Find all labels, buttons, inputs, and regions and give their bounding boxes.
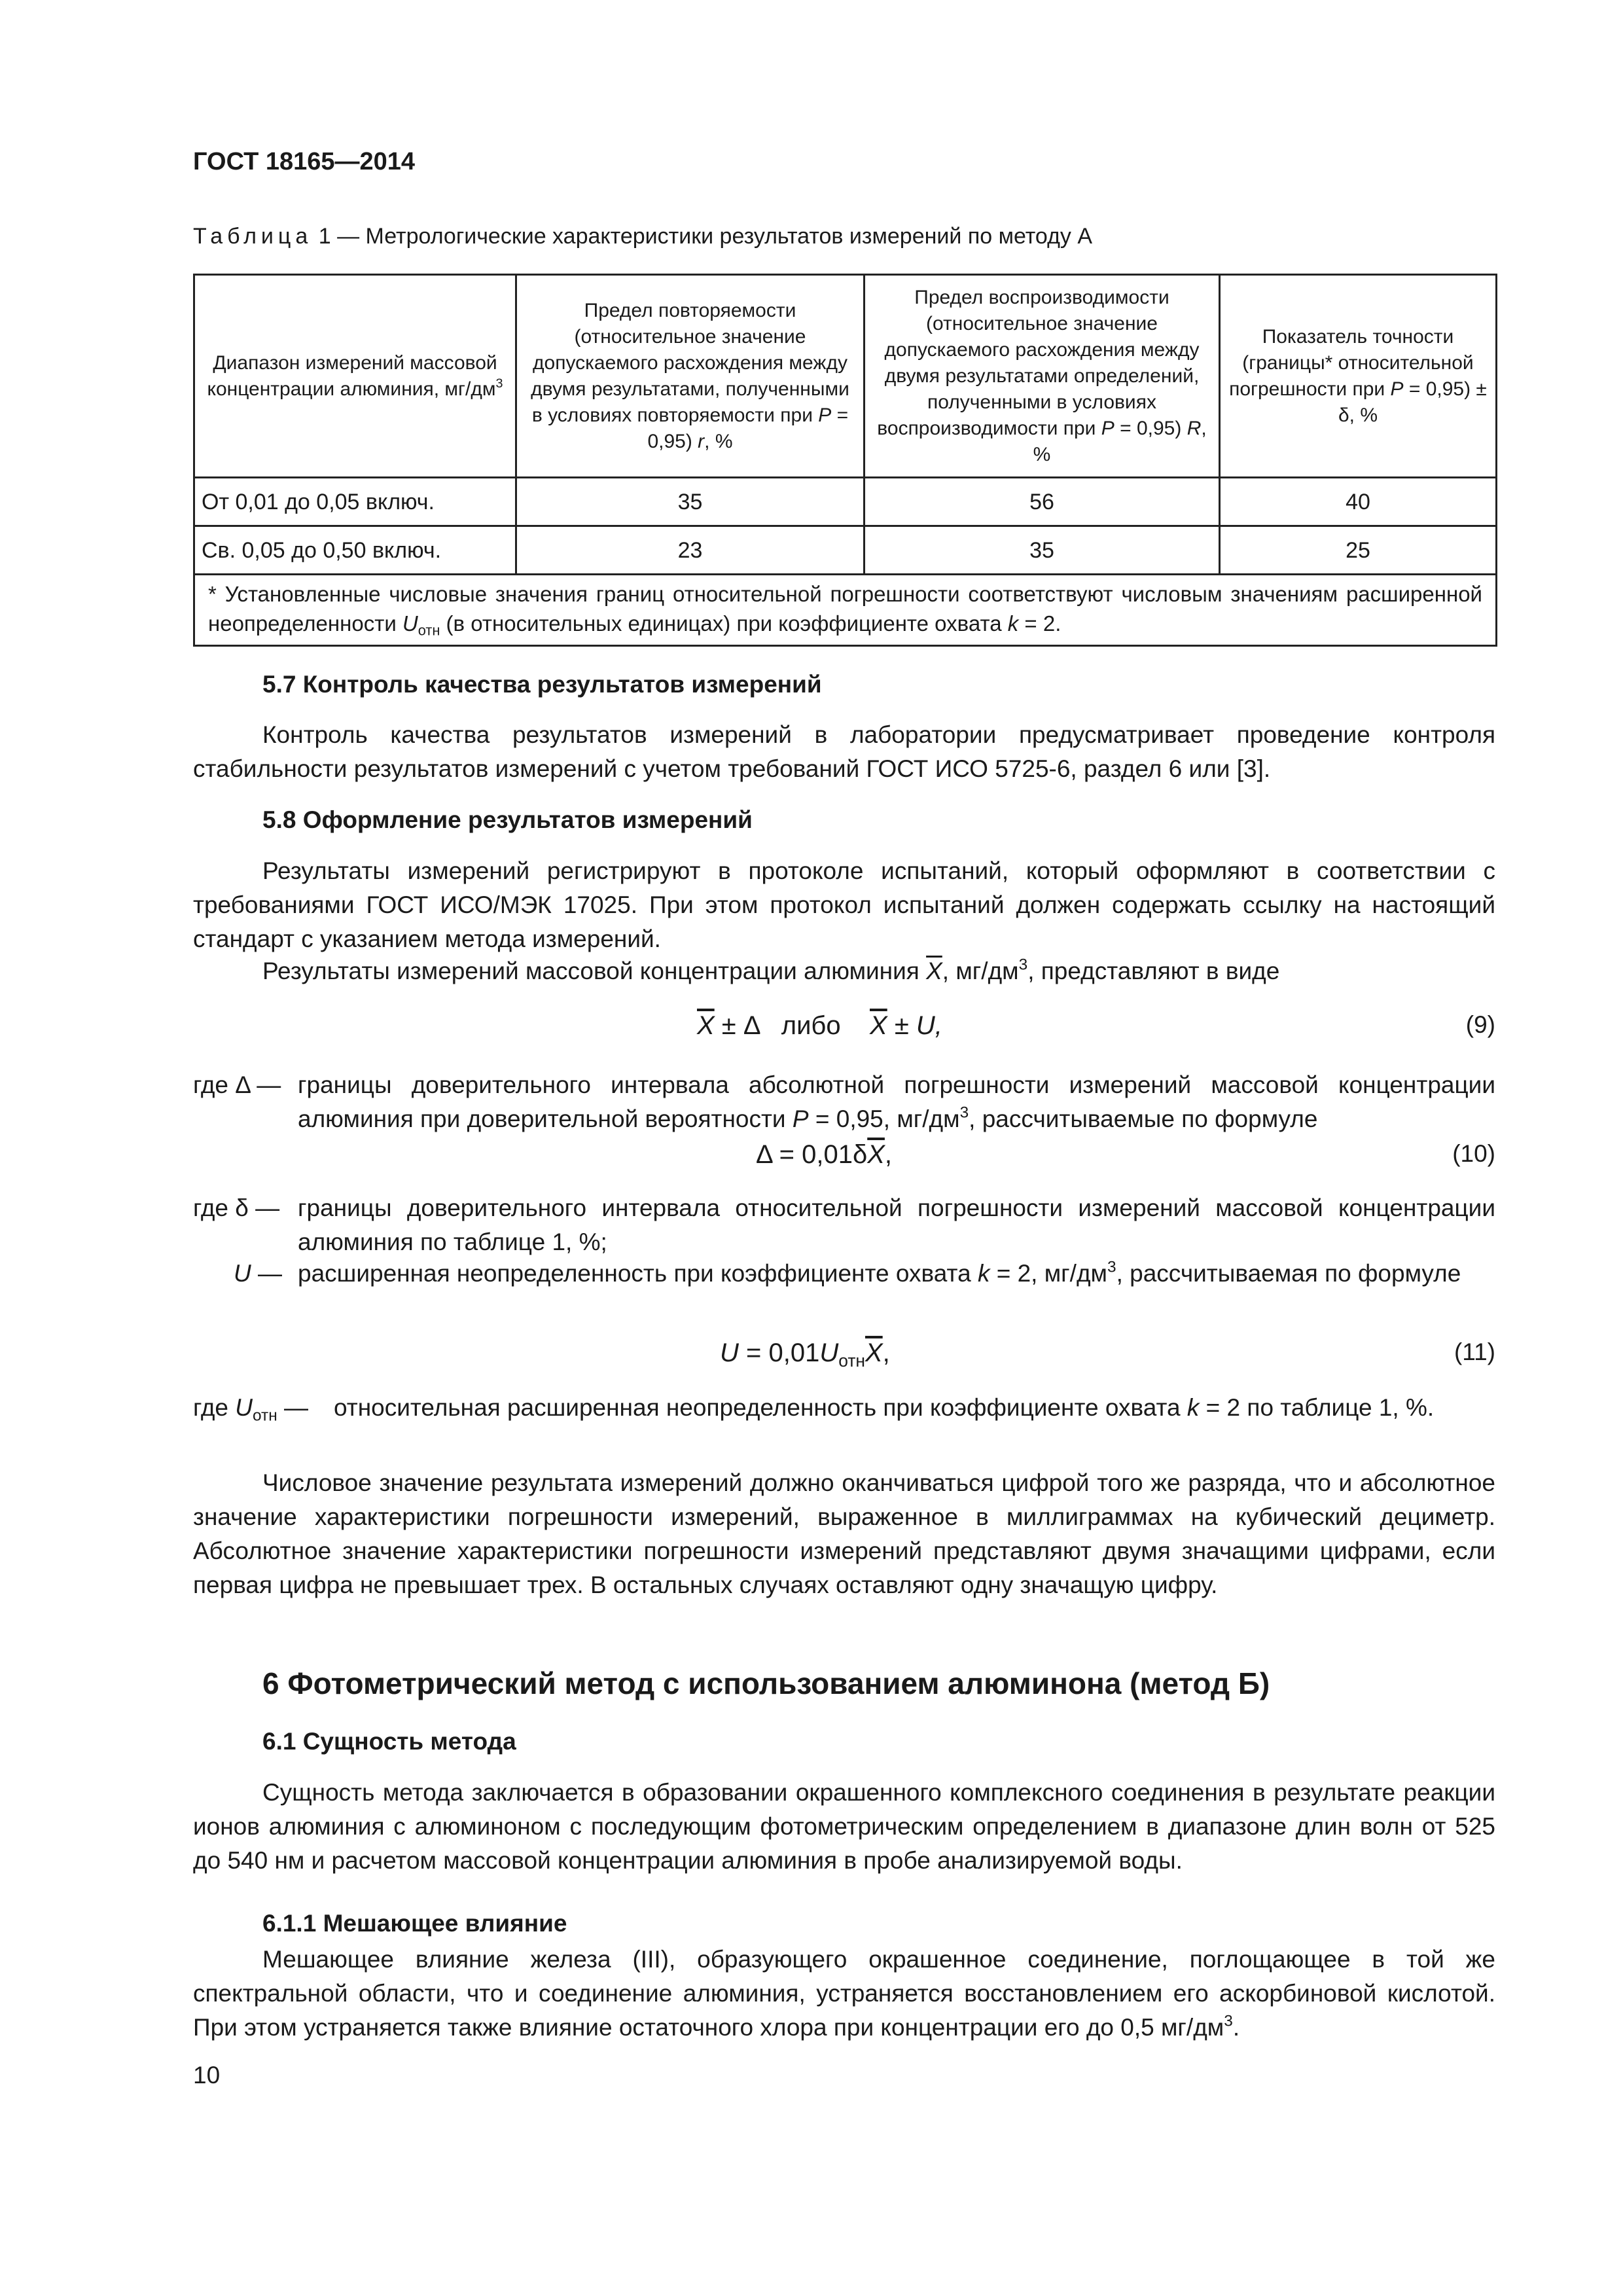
definition-U-otn-term: где $U_{отн}$ — [193,1394,308,1425]
cell-range: Св. 0,05 до 0,50 включ. [194,526,516,575]
col-header-repeatability: Предел повторяемости (относительное значение допускаемого расхождения между двумя результатами, полученными в условиях повторяемости при P = 0,95) r, % [516,275,865,478]
definition-U [193,1257,1495,1291]
section-5-7-title: 5.7 Контроль качества результатов измерений [262,671,822,698]
col-header-range: Диапазон измерений массовой концентрации алюминия, $мг/дм^3$ [194,275,516,478]
table-row [194,478,1497,526]
section-6-1-title: 6.1 Сущность метода [262,1728,516,1755]
metrology-table [193,274,1497,647]
table-footnote: * Установленные числовые значения границ относительной погрешности соответствуют числовым значениям расширенной неопределенности $U_{отн}$ (в относительных единицах) при коэффициенте охвата k = 2. [194,575,1497,646]
document-page [193,0,1495,2296]
equation-10-formula: $\Delta = 0,01\delta\overline{X}$, [756,1140,893,1169]
section-5-7-text: Контроль качества результатов измерений в лаборатории предусматривает проведение контроля стабильности результатов измерений с учетом требований ГОСТ ИСО 5725-6, раздел 6 или [3]. [193,721,1495,782]
section-5-8-text: Результаты измерений регистрируют в протоколе испытаний, который оформляют в соответствии с требованиями ГОСТ ИСО/МЭК 17025. При этом протокол испытаний должен содержать ссылку на настоящий стандарт с указанием метода измерений. [193,857,1495,952]
table-caption [193,224,1092,249]
definition-delta-text: границы доверительного интервала абсолютной погрешности измерений массовой концентрации алюминия при доверительной вероятности P = 0,95, $мг/дм^3$, рассчитываемые по формуле [298,1071,1495,1132]
definition-U-otn [193,1391,1495,1425]
definition-U-term: U — [234,1260,283,1287]
table-caption-prefix: Таблица [193,224,313,249]
equation-11-formula: $U = 0,01U_{отн}\overline{X}$, [720,1338,890,1371]
cell-reproducibility: 56 [865,478,1220,526]
definition-small-delta-term: где δ — [193,1194,280,1221]
table-footnote-row [194,575,1497,646]
definition-small-delta [193,1191,1495,1259]
section-5-8-text-2: Результаты измерений массовой концентрации алюминия $\overline{X}$, $мг/дм^3$, представляют в виде [262,956,1280,984]
table-row [194,526,1497,575]
equation-10-number: (10) [1452,1140,1495,1167]
cell-accuracy: 40 [1220,478,1497,526]
equation-9-formula: $\overline{X} \pm \Delta$ либо $\overline{X} \pm U$, [697,1011,942,1040]
cell-repeatability: 35 [516,478,865,526]
col-header-accuracy: Показатель точности (границы* относительной погрешности при P = 0,95) ± δ, % [1220,275,1497,478]
table-caption-text: 1 — Метрологические характеристики результатов измерений по методу А [312,224,1093,249]
page-number: 10 [193,2062,221,2089]
cell-repeatability: 23 [516,526,865,575]
definition-delta-term: где Δ — [193,1071,281,1098]
equation-11-number: (11) [1454,1338,1495,1365]
definition-small-delta-text: границы доверительного интервала относительной погрешности измерений массовой концентрации алюминия по таблице 1, %; [298,1194,1495,1255]
definition-delta [193,1068,1495,1136]
table-header-row [194,275,1497,478]
section-6-1-1-text: Мешающее влияние железа (III), образующего окрашенное соединение, поглощающее в той же спектральной области, что и соединение алюминия, устраняется восстановлением его аскорбиновой кислотой. При этом устраняется также влияние остаточного хлора при концентрации его до 0,5 $мг/дм^3$. [193,1946,1495,2041]
cell-reproducibility: 35 [865,526,1220,575]
cell-accuracy: 25 [1220,526,1497,575]
section-6-title: 6 Фотометрический метод с использованием алюминона (метод Б) [262,1666,1270,1700]
definition-U-otn-text: относительная расширенная неопределенность при коэффициенте охвата k = 2 по таблице 1, %. [334,1394,1435,1421]
col-header-reproducibility: Предел воспроизводимости (относительное значение допускаемого расхождения между двумя результатами определений, полученными в условиях воспроизводимости при P = 0,95) R, % [865,275,1220,478]
definition-U-text: расширенная неопределенность при коэффициенте охвата k = 2, $мг/дм^3$, рассчитываемая по формуле [298,1258,1461,1287]
section-6-1-text: Сущность метода заключается в образовании окрашенного комплексного соединения в результате реакции ионов алюминия с алюминоном с последующим фотометрическим определением в диапазоне длин волн от 525 до 540 нм и расчетом массовой концентрации алюминия в пробе анализируемой воды. [193,1779,1495,1874]
section-5-8-title: 5.8 Оформление результатов измерений [262,806,753,833]
cell-range: От 0,01 до 0,05 включ. [194,478,516,526]
numeric-value-paragraph: Числовое значение результата измерений должно оканчиваться цифрой того же разряда, что и абсолютное значение характеристики погрешности измерений, выраженное в миллиграммах на кубический дециметр. Абсолютное значение характеристики погрешности измерений представляют двумя значащими цифрами, если первая цифра не превышает трех. В остальных случаях оставляют одну значащую цифру. [193,1469,1495,1598]
section-6-1-1-title: 6.1.1 Мешающее влияние [262,1910,567,1937]
document-header: ГОСТ 18165—2014 [193,148,416,175]
equation-9-number: (9) [1465,1011,1495,1038]
